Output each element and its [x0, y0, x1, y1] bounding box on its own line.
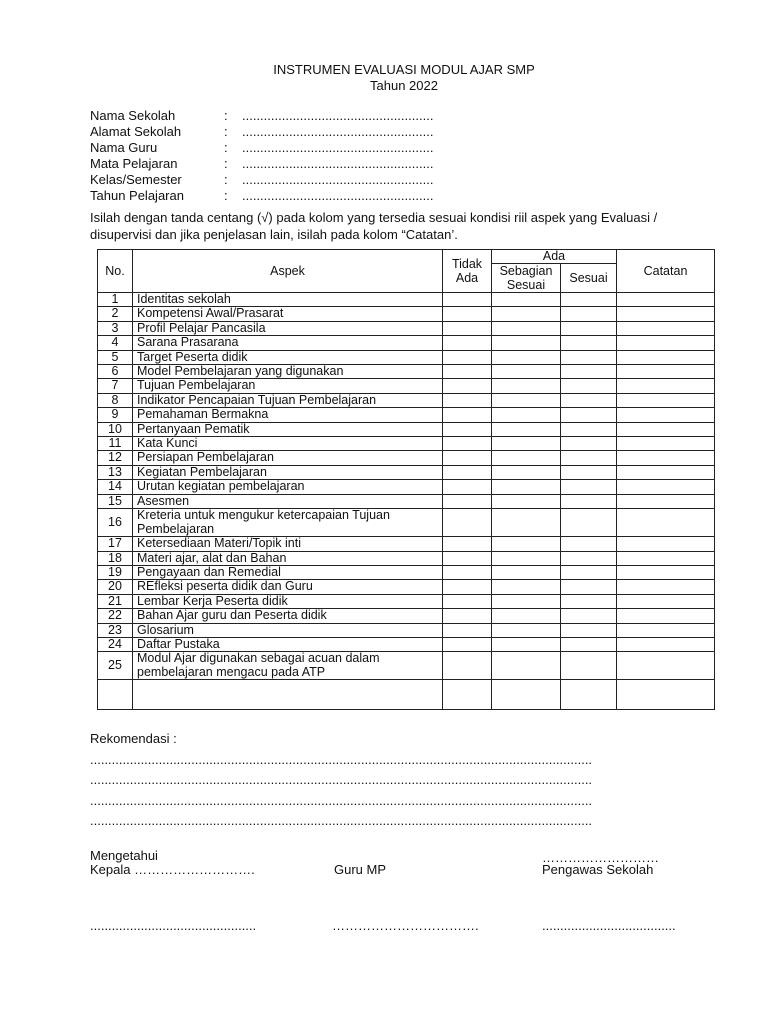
no-cell: 19: [98, 565, 133, 579]
no-cell: 22: [98, 609, 133, 623]
table-row: [98, 350, 715, 364]
sesuai-cell: [561, 594, 617, 608]
sesuai-cell: [561, 652, 617, 680]
catatan-cell: [617, 594, 715, 608]
empty-cell: [443, 680, 492, 710]
sig-kepala: Kepala ……………………….: [90, 862, 255, 877]
aspek-cell: Lembar Kerja Peserta didik: [133, 594, 443, 608]
tidak-ada-cell: [443, 350, 492, 364]
aspek-cell: Ketersediaan Materi/Topik inti: [133, 537, 443, 551]
sebagian-sesuai-cell: [492, 494, 561, 508]
catatan-cell: [617, 537, 715, 551]
tidak-ada-cell: [443, 509, 492, 537]
field-row: [90, 156, 433, 172]
catatan-cell: [617, 350, 715, 364]
table-row: [98, 637, 715, 651]
table-row: [98, 565, 715, 579]
sebagian-sesuai-cell: [492, 321, 561, 335]
sesuai-cell: [561, 293, 617, 307]
field-colon: :: [224, 124, 228, 139]
field-colon: :: [224, 156, 228, 171]
sebagian-sesuai-cell: [492, 652, 561, 680]
sebagian-sesuai-cell: [492, 465, 561, 479]
sig-line-left: ..............................................: [90, 918, 257, 933]
tidak-ada-cell: [443, 379, 492, 393]
no-cell: 9: [98, 408, 133, 422]
catatan-cell: [617, 365, 715, 379]
sesuai-cell: [561, 623, 617, 637]
aspek-cell: Model Pembelajaran yang digunakan: [133, 365, 443, 379]
recommendation-line: ...........................................................................................................................................: [90, 752, 593, 767]
recommendation-line: ...........................................................................................................................................: [90, 793, 593, 808]
aspek-cell: Pemahaman Bermakna: [133, 408, 443, 422]
no-cell: 5: [98, 350, 133, 364]
aspek-cell: Persiapan Pembelajaran: [133, 451, 443, 465]
sebagian-sesuai-cell: [492, 565, 561, 579]
sesuai-cell: [561, 609, 617, 623]
tidak-ada-cell: [443, 565, 492, 579]
tidak-ada-cell: [443, 437, 492, 451]
aspek-cell: Sarana Prasarana: [133, 336, 443, 350]
table-row: [98, 307, 715, 321]
header-aspek: Aspek: [133, 250, 443, 293]
table-row: [98, 336, 715, 350]
sesuai-cell: [561, 336, 617, 350]
field-colon: :: [224, 108, 228, 123]
no-cell: 3: [98, 321, 133, 335]
sebagian-sesuai-cell: [492, 336, 561, 350]
no-cell: 6: [98, 365, 133, 379]
aspek-cell: Kegiatan Pembelajaran: [133, 465, 443, 479]
table-row: [98, 509, 715, 537]
aspek-cell: Kompetensi Awal/Prasarat: [133, 307, 443, 321]
field-label: Nama Guru: [90, 140, 158, 155]
sebagian-sesuai-cell: [492, 509, 561, 537]
field-value-dots: .....................................................: [242, 188, 434, 203]
tidak-ada-cell: [443, 307, 492, 321]
catatan-cell: [617, 293, 715, 307]
aspek-cell: Urutan kegiatan pembelajaran: [133, 480, 443, 494]
catatan-cell: [617, 336, 715, 350]
table-row: [98, 494, 715, 508]
sebagian-sesuai-cell: [492, 422, 561, 436]
field-row: [90, 188, 433, 204]
sebagian-sesuai-cell: [492, 580, 561, 594]
aspek-cell: Kata Kunci: [133, 437, 443, 451]
tidak-ada-cell: [443, 537, 492, 551]
catatan-cell: [617, 451, 715, 465]
sebagian-sesuai-cell: [492, 594, 561, 608]
tidak-ada-cell: [443, 365, 492, 379]
table-row: [98, 465, 715, 479]
catatan-cell: [617, 623, 715, 637]
field-label: Nama Sekolah: [90, 108, 176, 123]
table-row: [98, 293, 715, 307]
tidak-ada-cell: [443, 551, 492, 565]
field-label: Tahun Pelajaran: [90, 188, 184, 203]
table-row-empty: [98, 680, 715, 710]
sebagian-sesuai-cell: [492, 408, 561, 422]
catatan-cell: [617, 408, 715, 422]
no-cell: 7: [98, 379, 133, 393]
sesuai-cell: [561, 537, 617, 551]
sebagian-sesuai-cell: [492, 350, 561, 364]
sesuai-cell: [561, 551, 617, 565]
header-no: No.: [98, 250, 133, 293]
tidak-ada-cell: [443, 494, 492, 508]
sesuai-cell: [561, 465, 617, 479]
catatan-cell: [617, 580, 715, 594]
sig-line-right: .....................................: [542, 918, 676, 933]
sebagian-sesuai-cell: [492, 451, 561, 465]
sebagian-sesuai-cell: [492, 437, 561, 451]
no-cell: 23: [98, 623, 133, 637]
no-cell: 13: [98, 465, 133, 479]
catatan-cell: [617, 422, 715, 436]
field-row: [90, 140, 433, 156]
sesuai-cell: [561, 307, 617, 321]
sebagian-sesuai-cell: [492, 365, 561, 379]
aspek-cell: REfleksi peserta didik dan Guru: [133, 580, 443, 594]
catatan-cell: [617, 379, 715, 393]
table-row: [98, 379, 715, 393]
sebagian-sesuai-cell: [492, 379, 561, 393]
catatan-cell: [617, 307, 715, 321]
sesuai-cell: [561, 494, 617, 508]
empty-cell: [98, 680, 133, 710]
no-cell: 12: [98, 451, 133, 465]
table-row: [98, 537, 715, 551]
sebagian-sesuai-cell: [492, 637, 561, 651]
sesuai-cell: [561, 408, 617, 422]
sebagian-sesuai-cell: [492, 307, 561, 321]
no-cell: 2: [98, 307, 133, 321]
catatan-cell: [617, 465, 715, 479]
field-value-dots: .....................................................: [242, 156, 434, 171]
field-colon: :: [224, 140, 228, 155]
table-row: [98, 321, 715, 335]
aspek-cell: Bahan Ajar guru dan Peserta didik: [133, 609, 443, 623]
catatan-cell: [617, 551, 715, 565]
aspek-cell: Glosarium: [133, 623, 443, 637]
tidak-ada-cell: [443, 580, 492, 594]
header-sesuai: Sesuai: [561, 264, 617, 293]
tidak-ada-cell: [443, 637, 492, 651]
sig-guru-mp: Guru MP: [334, 862, 387, 877]
field-colon: :: [224, 172, 228, 187]
aspek-cell: Pengayaan dan Remedial: [133, 565, 443, 579]
sebagian-sesuai-cell: [492, 537, 561, 551]
aspek-cell: Tujuan Pembelajaran: [133, 379, 443, 393]
sig-pengawas-dots: ………………………: [542, 850, 659, 865]
tidak-ada-cell: [443, 594, 492, 608]
sebagian-sesuai-cell: [492, 623, 561, 637]
tidak-ada-cell: [443, 623, 492, 637]
field-value-dots: .....................................................: [242, 140, 434, 155]
tidak-ada-cell: [443, 393, 492, 407]
no-cell: 21: [98, 594, 133, 608]
table-row: [98, 422, 715, 436]
sig-pengawas: Pengawas Sekolah: [542, 862, 654, 877]
sebagian-sesuai-cell: [492, 393, 561, 407]
evaluation-table: [97, 249, 715, 710]
sesuai-cell: [561, 637, 617, 651]
no-cell: 1: [98, 293, 133, 307]
table-row: [98, 623, 715, 637]
aspek-cell: Pertanyaan Pematik: [133, 422, 443, 436]
catatan-cell: [617, 437, 715, 451]
no-cell: 8: [98, 393, 133, 407]
field-label: Mata Pelajaran: [90, 156, 178, 171]
instruction-text: Isilah dengan tanda centang (√) pada kolom yang tersedia sesuai kondisi riil aspek yang Evaluasi / disupervisi dan jika penjelasan lain, isilah pada kolom “Catatan’.: [90, 210, 658, 242]
aspek-cell: Materi ajar, alat dan Bahan: [133, 551, 443, 565]
sesuai-cell: [561, 321, 617, 335]
catatan-cell: [617, 321, 715, 335]
recommendation-line: ...........................................................................................................................................: [90, 772, 593, 787]
sesuai-cell: [561, 580, 617, 594]
table-row: [98, 480, 715, 494]
sebagian-sesuai-cell: [492, 609, 561, 623]
field-label: Kelas/Semester: [90, 172, 182, 187]
sesuai-cell: [561, 509, 617, 537]
table-row: [98, 365, 715, 379]
catatan-cell: [617, 494, 715, 508]
tidak-ada-cell: [443, 465, 492, 479]
sebagian-sesuai-cell: [492, 480, 561, 494]
sesuai-cell: [561, 565, 617, 579]
catatan-cell: [617, 393, 715, 407]
no-cell: 17: [98, 537, 133, 551]
form-year: Tahun 2022: [370, 78, 438, 93]
form-title: INSTRUMEN EVALUASI MODUL AJAR SMP: [273, 62, 535, 77]
sesuai-cell: [561, 451, 617, 465]
field-value-dots: .....................................................: [242, 108, 434, 123]
tidak-ada-cell: [443, 480, 492, 494]
recommendation-line: ...........................................................................................................................................: [90, 813, 593, 828]
table-row: [98, 652, 715, 680]
header-sebagian-sesuai: Sebagian Sesuai: [492, 264, 561, 293]
catatan-cell: [617, 509, 715, 537]
empty-cell: [561, 680, 617, 710]
field-colon: :: [224, 188, 228, 203]
aspek-cell: Identitas sekolah: [133, 293, 443, 307]
sesuai-cell: [561, 393, 617, 407]
table-row: [98, 451, 715, 465]
empty-cell: [492, 680, 561, 710]
sebagian-sesuai-cell: [492, 551, 561, 565]
aspek-cell: Indikator Pencapaian Tujuan Pembelajaran: [133, 393, 443, 407]
aspek-cell: Target Peserta didik: [133, 350, 443, 364]
table-row: [98, 609, 715, 623]
aspek-cell: Daftar Pustaka: [133, 637, 443, 651]
table-body: [98, 293, 715, 710]
no-cell: 10: [98, 422, 133, 436]
no-cell: 11: [98, 437, 133, 451]
no-cell: 16: [98, 509, 133, 537]
empty-cell: [133, 680, 443, 710]
table-row: [98, 437, 715, 451]
recommendation-label: Rekomendasi :: [90, 731, 177, 746]
catatan-cell: [617, 565, 715, 579]
sesuai-cell: [561, 422, 617, 436]
field-row: [90, 124, 433, 140]
header-tidak-ada: Tidak Ada: [443, 250, 492, 293]
aspek-cell: Modul Ajar digunakan sebagai acuan dalam pembelajaran mengacu pada ATP: [133, 652, 443, 680]
empty-cell: [617, 680, 715, 710]
tidak-ada-cell: [443, 422, 492, 436]
sig-mengetahui: Mengetahui: [90, 848, 158, 863]
tidak-ada-cell: [443, 451, 492, 465]
table-row: [98, 594, 715, 608]
table-row: [98, 580, 715, 594]
sesuai-cell: [561, 350, 617, 364]
field-label: Alamat Sekolah: [90, 124, 182, 139]
sebagian-sesuai-cell: [492, 293, 561, 307]
no-cell: 15: [98, 494, 133, 508]
header-ada: Ada: [492, 250, 617, 264]
field-row: [90, 108, 433, 124]
catatan-cell: [617, 652, 715, 680]
tidak-ada-cell: [443, 408, 492, 422]
sesuai-cell: [561, 437, 617, 451]
table-row: [98, 393, 715, 407]
catatan-cell: [617, 637, 715, 651]
sig-line-mid: …………………………….: [332, 918, 479, 933]
aspek-cell: Asesmen: [133, 494, 443, 508]
table-row: [98, 551, 715, 565]
field-row: [90, 172, 433, 188]
sesuai-cell: [561, 379, 617, 393]
tidak-ada-cell: [443, 652, 492, 680]
no-cell: 4: [98, 336, 133, 350]
header-catatan: Catatan: [617, 250, 715, 293]
table-row: [98, 408, 715, 422]
sesuai-cell: [561, 480, 617, 494]
aspek-cell: Kreteria untuk mengukur ketercapaian Tujuan Pembelajaran: [133, 509, 443, 537]
no-cell: 18: [98, 551, 133, 565]
no-cell: 14: [98, 480, 133, 494]
tidak-ada-cell: [443, 321, 492, 335]
field-value-dots: .....................................................: [242, 172, 434, 187]
no-cell: 25: [98, 652, 133, 680]
no-cell: 20: [98, 580, 133, 594]
tidak-ada-cell: [443, 609, 492, 623]
tidak-ada-cell: [443, 336, 492, 350]
catatan-cell: [617, 609, 715, 623]
catatan-cell: [617, 480, 715, 494]
tidak-ada-cell: [443, 293, 492, 307]
aspek-cell: Profil Pelajar Pancasila: [133, 321, 443, 335]
field-value-dots: .....................................................: [242, 124, 434, 139]
sesuai-cell: [561, 365, 617, 379]
no-cell: 24: [98, 637, 133, 651]
identity-fields: [90, 108, 433, 204]
